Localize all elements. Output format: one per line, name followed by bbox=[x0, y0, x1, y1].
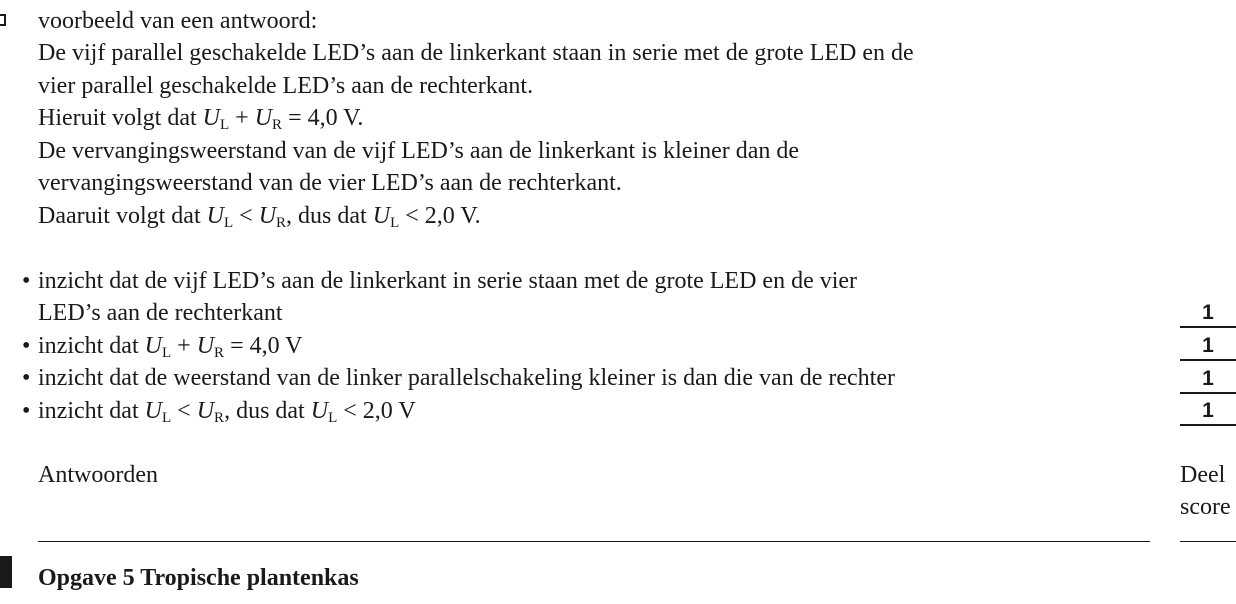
example-line-1: De vijf parallel geschakelde LED’s aan de linkerkant staan in serie met de grote LED en de bbox=[38, 40, 914, 66]
score-2: 1 bbox=[1180, 333, 1236, 361]
criterion-1-continued: LED’s aan de rechterkant bbox=[38, 300, 283, 326]
criterion-3: • inzicht dat de weerstand van de linker parallelschakeling kleiner is dan die van de rechter bbox=[22, 365, 895, 391]
example-line-2: vier parallel geschakelde LED’s aan de rechterkant. bbox=[38, 73, 534, 99]
answers-label: Antwoorden bbox=[38, 462, 158, 488]
deel-label: Deel bbox=[1180, 462, 1226, 488]
section-marker bbox=[0, 556, 12, 588]
score-3: 1 bbox=[1180, 366, 1236, 394]
example-line-5: vervangingsweerstand van de vier LED’s aan de rechterkant. bbox=[38, 170, 622, 196]
divider-score bbox=[1180, 541, 1236, 542]
criterion-1: • inzicht dat de vijf LED’s aan de linkerkant in serie staan met de grote LED en de vier bbox=[22, 268, 858, 294]
section-heading: Opgave 5 Tropische plantenkas bbox=[38, 565, 359, 591]
criterion-2: • inzicht dat $U_L + U_R = 4,0$ V bbox=[22, 333, 303, 361]
divider-main bbox=[38, 541, 1150, 542]
example-line-4: De vervangingsweerstand van de vijf LED’s aan de linkerkant is kleiner dan de bbox=[38, 138, 800, 164]
criterion-4: • inzicht dat $U_L < U_R$, dus dat $U_L < 2,0$ V bbox=[22, 398, 416, 426]
example-intro: voorbeeld van een antwoord: bbox=[38, 8, 318, 34]
score-4: 1 bbox=[1180, 398, 1236, 426]
score-1: 1 bbox=[1180, 300, 1236, 328]
checkbox-marker bbox=[0, 14, 6, 26]
example-line-3: Hieruit volgt dat $U_L + U_R = 4,0$ V. bbox=[38, 105, 364, 133]
score-label: score bbox=[1180, 494, 1231, 520]
example-line-6: Daaruit volgt dat $U_L < U_R$, dus dat $U_L < 2,0$ V. bbox=[38, 203, 481, 231]
